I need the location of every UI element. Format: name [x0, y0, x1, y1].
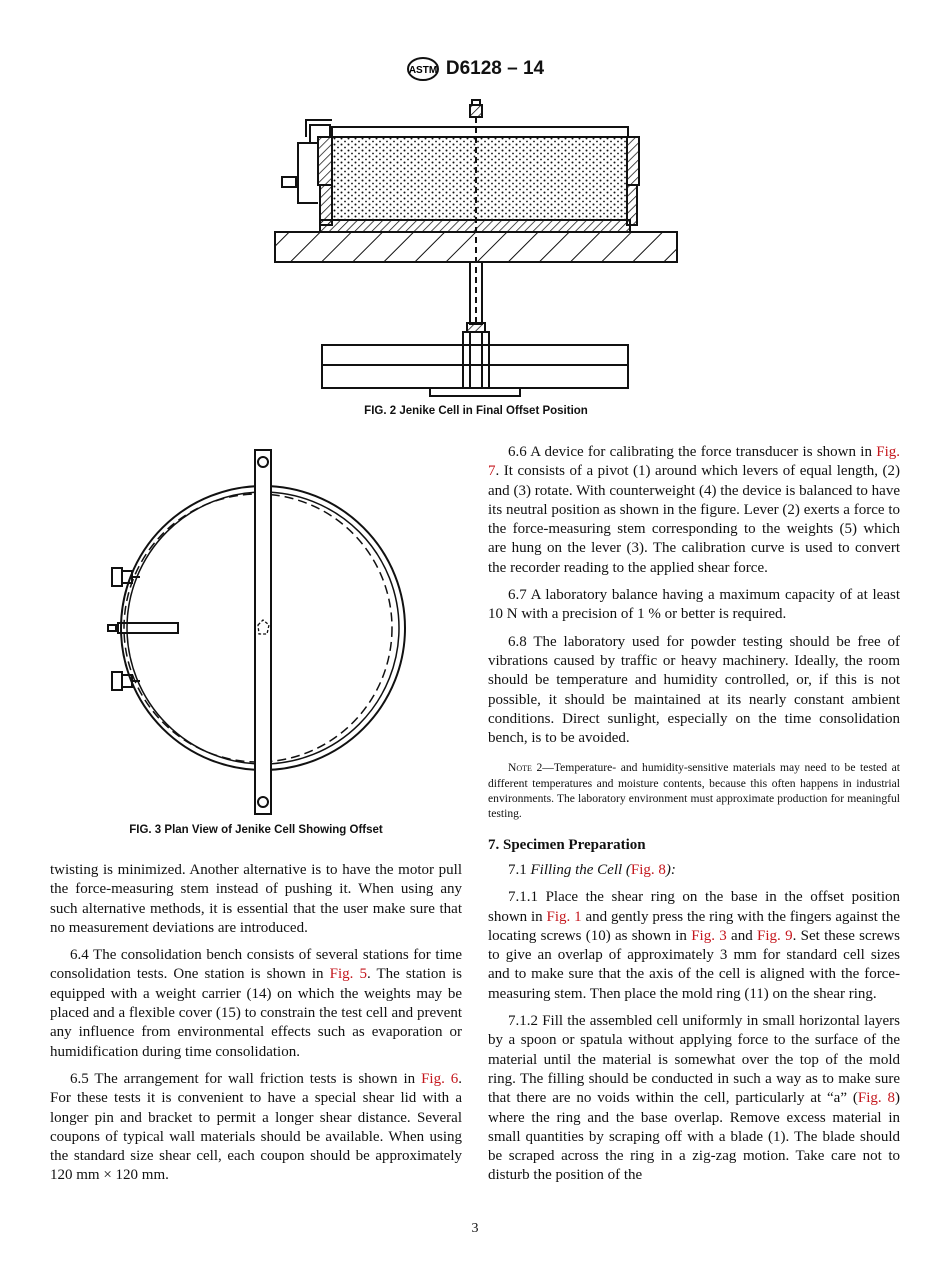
section-heading: 7. Specimen Preparation	[488, 836, 646, 853]
page-number: 3	[471, 1221, 479, 1236]
fig2-drawing	[270, 95, 682, 400]
italic-text: ):	[665, 861, 676, 878]
text-run: and gently press the ring with the fingers against the locating screws (10) as shown in	[488, 908, 900, 944]
text-run: ) where the ring and the base overlap. Remove excess material in small quantities by scraping off with a blade (1). The blade should be scraped across the ring in a zig-zag motion. Take care not to disturb the position of the	[488, 1090, 900, 1184]
figure-link[interactable]: Fig. 3	[691, 927, 727, 944]
text-run: twisting is minimized. Another alternative is to have the motor pull the force-measuring stem instead of pushing it. When using any such alternative methods, it is essential that the user make sure that no measurement deviations are introduced.	[50, 862, 462, 936]
text-run: 7.1	[508, 861, 531, 878]
text-run: . It consists of a pivot (1) around which levers of equal length, (2) and (3) rotate. With counterweight (4) the device is balanced to have its neutral position as shown in the figure. Lever (2) exerts a force to the force-measuring stem corresponding to the weights (5) which are hung on the lever (3). The calibration curve is used to convert the recorder reading to the applied shear force.	[488, 463, 900, 576]
figure-link[interactable]: Fig. 1	[546, 908, 582, 925]
figure-link[interactable]: Fig. 8	[630, 861, 666, 878]
figure-link[interactable]: Fig. 6	[421, 1070, 459, 1087]
note-text: —Temperature- and humidity-sensitive materials may need to be tested at different temperatures and moisture contents, because this often happens in industrial environments. The laboratory environment must approximate production for meaningful testing.	[488, 761, 901, 821]
italic-text: Filling the Cell (	[530, 861, 631, 878]
doc-id: D6128 – 14	[445, 58, 545, 80]
paragraph	[488, 443, 900, 578]
text-run: 6.8 The laboratory used for powder testing should be free of vibrations caused by traffic or heavy machinery. Ideally, the room should be temperature and humidity controlled, or, if this is not possible, it should be maintained at its nearly constant ambient conditions. Direct sunlight, especially on the time consolidation bench, is to be avoided.	[488, 633, 900, 747]
astm-logo-icon	[406, 56, 440, 82]
paragraph	[488, 888, 900, 1004]
text-run: 7.1.2 Fill the assembled cell uniformly in small horizontal layers by a spoon or spatula without applying force to the surface of the material until the material is somewhat over the top of the mold ring. The filling should be conducted in such a way as to make sure that there are no voids within the cell, particularly at “a” (	[488, 1013, 900, 1107]
page-header	[0, 56, 950, 82]
note-label: Note 2	[508, 761, 543, 775]
text-run: . Set these screws to give an overlap of approximately 3 mm for standard cell sizes and to make sure that the axis of the cell is aligned with the force-measuring stem. Then place the mold ring (11) on the shear ring.	[488, 927, 901, 1002]
text-run: 7.1.1 Place the shear ring on the base in the offset position shown in	[488, 889, 900, 925]
note-2	[488, 760, 900, 821]
fig2-caption: FIG. 2 Jenike Cell in Final Offset Position	[364, 405, 588, 417]
paragraph	[50, 1070, 462, 1186]
paragraph	[488, 586, 900, 625]
figure-link[interactable]: Fig. 5	[329, 966, 367, 983]
paragraph	[50, 861, 462, 938]
text-run: . The station is equipped with a weight carrier (14) on which the weights may be placed and a flexible cover (15) to constrain the test cell and prevent any influence from environmental effects such as evaporation or humidification during time consolidation.	[50, 966, 462, 1060]
text-run: . For these tests it is convenient to have a special shear lid with a longer pin and bracket to permit a longer shear distance. Several coupons of typical wall materials should be available. When using the standard size shear cell, each coupon should be approximately 120 mm × 120 mm.	[50, 1070, 463, 1184]
figure-link[interactable]: Fig. 9	[757, 927, 793, 944]
figure-link[interactable]: Fig. 8	[857, 1090, 895, 1107]
paragraph	[488, 861, 900, 880]
paragraph	[488, 633, 900, 749]
text-run: 6.4 The consolidation bench consists of several stations for time consolidation tests. One station is shown in	[50, 947, 462, 983]
text-run: 6.7 A laboratory balance having a maximum capacity of at least 10 N with a precision of 1 % or better is required.	[488, 587, 900, 623]
fig3-caption: FIG. 3 Plan View of Jenike Cell Showing Offset	[129, 824, 383, 836]
text-run: 6.5 The arrangement for wall friction tests is shown in	[70, 1070, 422, 1087]
fig3-drawing	[100, 448, 415, 820]
figure-link[interactable]: Fig. 7	[488, 444, 900, 480]
paragraph	[488, 1012, 900, 1186]
right-column	[488, 443, 900, 1194]
paragraph	[50, 946, 462, 1062]
svg-text:ASTM: ASTM	[408, 65, 438, 76]
left-column	[50, 861, 462, 1194]
text-run: 6.6 A device for calibrating the force transducer is shown in	[508, 444, 877, 460]
text-run: and	[726, 927, 758, 944]
